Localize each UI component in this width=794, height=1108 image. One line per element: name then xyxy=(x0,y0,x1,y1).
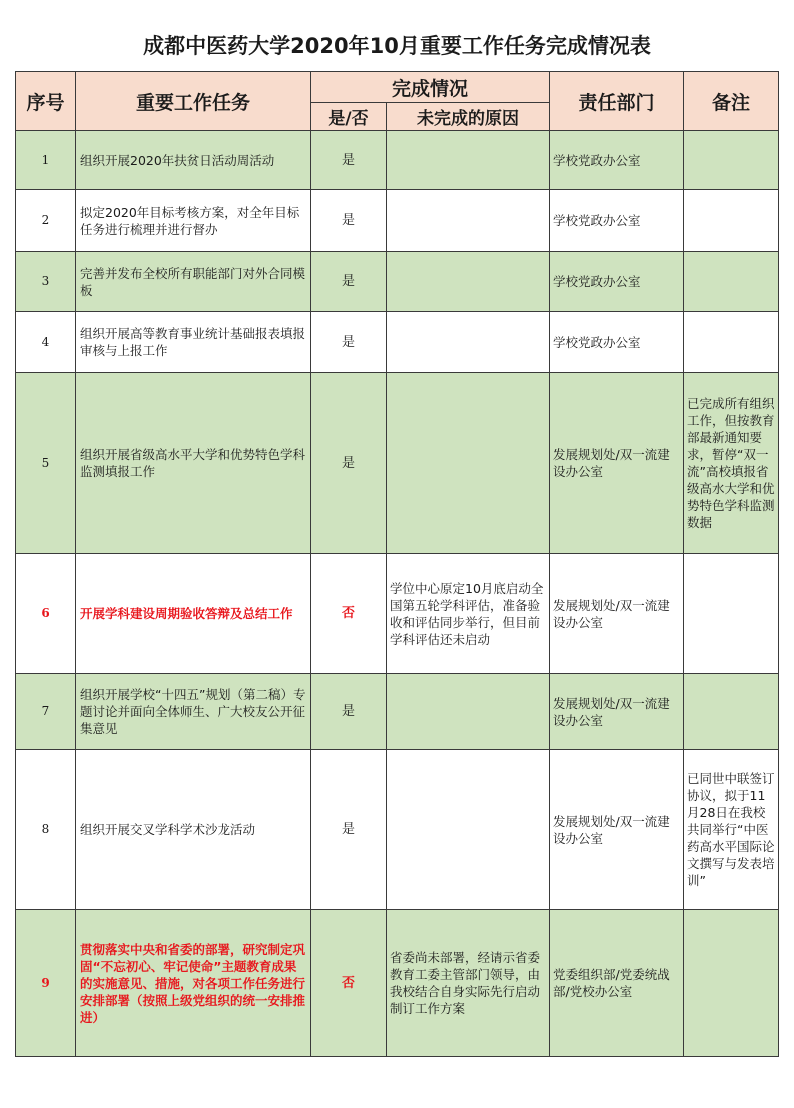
row-task: 组织开展省级高水平大学和优势特色学科监测填报工作 xyxy=(76,373,311,554)
row-note xyxy=(684,312,779,373)
row-reason xyxy=(387,312,550,373)
row-done: 是 xyxy=(311,750,387,910)
row-done: 是 xyxy=(311,190,387,252)
table-row xyxy=(16,674,779,750)
table-row xyxy=(16,252,779,312)
row-dept: 发展规划处/双一流建设办公室 xyxy=(550,674,684,750)
header-task: 重要工作任务 xyxy=(76,72,311,131)
row-reason xyxy=(387,750,550,910)
row-reason xyxy=(387,131,550,190)
row-number: 5 xyxy=(16,373,76,554)
row-task: 开展学科建设周期验收答辩及总结工作 xyxy=(76,554,311,674)
row-task: 组织开展学校“十四五”规划（第二稿）专题讨论并面向全体师生、广大校友公开征集意见 xyxy=(76,674,311,750)
row-reason: 学位中心原定10月底启动全国第五轮学科评估，准备验收和评估同步举行，但目前学科评估还未启动 xyxy=(387,554,550,674)
row-number: 8 xyxy=(16,750,76,910)
row-task: 组织开展2020年扶贫日活动周活动 xyxy=(76,131,311,190)
header-reason: 未完成的原因 xyxy=(387,103,550,131)
row-number: 7 xyxy=(16,674,76,750)
table-row xyxy=(16,554,779,674)
task-table xyxy=(15,71,779,1057)
row-number: 1 xyxy=(16,131,76,190)
row-reason: 省委尚未部署，经请示省委教育工委主管部门领导，由我校结合自身实际先行启动制订工作方案 xyxy=(387,910,550,1057)
row-dept: 学校党政办公室 xyxy=(550,190,684,252)
row-number: 9 xyxy=(16,910,76,1057)
row-dept: 发展规划处/双一流建设办公室 xyxy=(550,750,684,910)
row-dept: 发展规划处/双一流建设办公室 xyxy=(550,373,684,554)
table-row xyxy=(16,910,779,1057)
header-done: 是/否 xyxy=(311,103,387,131)
row-reason xyxy=(387,373,550,554)
row-task: 组织开展高等教育事业统计基础报表填报审核与上报工作 xyxy=(76,312,311,373)
row-dept: 学校党政办公室 xyxy=(550,312,684,373)
row-done: 是 xyxy=(311,252,387,312)
row-note: 已完成所有组织工作，但按教育部最新通知要求，暂停“双一流”高校填报省级高水大学和优势特色学科监测数据 xyxy=(684,373,779,554)
row-task: 组织开展交叉学科学术沙龙活动 xyxy=(76,750,311,910)
row-done: 是 xyxy=(311,373,387,554)
row-done: 否 xyxy=(311,910,387,1057)
row-task: 贯彻落实中央和省委的部署，研究制定巩固“不忘初心、牢记使命”主题教育成果的实施意见、措施，对各项工作任务进行安排部署（按照上级党组织的统一安排推进） xyxy=(76,910,311,1057)
row-dept: 党委组织部/党委统战部/党校办公室 xyxy=(550,910,684,1057)
table-row xyxy=(16,373,779,554)
row-task: 完善并发布全校所有职能部门对外合同模板 xyxy=(76,252,311,312)
row-note xyxy=(684,190,779,252)
row-note xyxy=(684,674,779,750)
header-status-group: 完成情况 xyxy=(311,72,550,103)
page-title: 成都中医药大学2020年10月重要工作任务完成情况表 xyxy=(143,34,651,58)
header-seq: 序号 xyxy=(16,72,76,131)
row-done: 是 xyxy=(311,312,387,373)
table-row xyxy=(16,750,779,910)
row-reason xyxy=(387,674,550,750)
row-done: 否 xyxy=(311,554,387,674)
row-note xyxy=(684,910,779,1057)
table-row xyxy=(16,312,779,373)
row-note xyxy=(684,554,779,674)
row-task: 拟定2020年目标考核方案，对全年目标任务进行梳理并进行督办 xyxy=(76,190,311,252)
row-dept: 学校党政办公室 xyxy=(550,252,684,312)
row-number: 4 xyxy=(16,312,76,373)
row-done: 是 xyxy=(311,674,387,750)
row-reason xyxy=(387,190,550,252)
row-note xyxy=(684,252,779,312)
row-note xyxy=(684,131,779,190)
row-dept: 学校党政办公室 xyxy=(550,131,684,190)
row-reason xyxy=(387,252,550,312)
row-number: 3 xyxy=(16,252,76,312)
row-done: 是 xyxy=(311,131,387,190)
row-dept: 发展规划处/双一流建设办公室 xyxy=(550,554,684,674)
header-note: 备注 xyxy=(684,72,779,131)
row-note: 已同世中联签订协议，拟于11月28日在我校共同举行“中医药高水平国际论文撰写与发表培训” xyxy=(684,750,779,910)
header-dept: 责任部门 xyxy=(550,72,684,131)
row-number: 2 xyxy=(16,190,76,252)
table-row xyxy=(16,190,779,252)
table-row xyxy=(16,131,779,190)
row-number: 6 xyxy=(16,554,76,674)
